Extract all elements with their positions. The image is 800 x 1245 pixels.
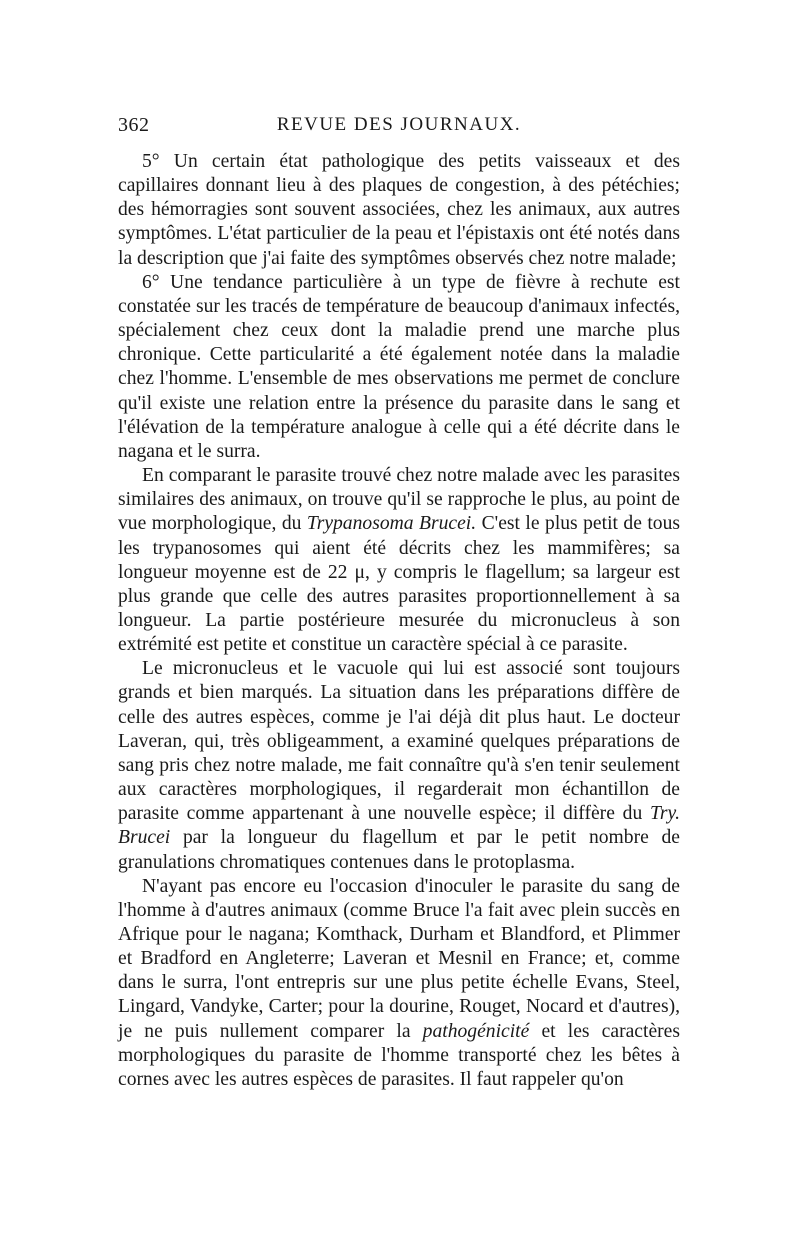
running-title: REVUE DES JOURNAUX.	[276, 114, 522, 135]
paragraph-micronucleus	[118, 657, 680, 874]
paragraph-inoculation	[118, 875, 680, 1092]
paragraph-text: par la longueur du flagellum et par le petit nombre de granulations chromatiques contenues dans le protoplasma.	[118, 827, 680, 873]
page-header	[118, 114, 680, 144]
species-name: Trypanosoma Brucei.	[306, 513, 477, 535]
paragraph-symptom-6: 6° Une tendance particulière à un type de fièvre à rechute est constatée sur les tracés de température de beaucoup d'animaux infectés, spécialement chez ceux dont la maladie prend une marche plus chronique. Cette particularité a été également notée dans la maladie chez l'homme. L'ensemble de mes observations me permet de conclure qu'il existe une relation entre la présence du parasite dans le sang et l'élévation de la température analogue à celle qui a été décrite dans le nagana et le surra.	[118, 271, 680, 462]
body-text	[118, 150, 680, 1092]
species-name: Try. Brucei	[118, 803, 680, 849]
paragraph-text: Le micronucleus et le vacuole qui lui est associé sont toujours grands et bien marqués. La situation dans les préparations diffère de celle des autres espèces, comme je l'ai déjà dit plus haut. Le docteur Laveran, qui, très obligeamment, a examiné quelques préparations de sang pris chez notre malade, me fait connaître qu'à s'en tenir seulement aux caractères morphologiques, il regarderait mon échantillon de parasite comme appartenant à une nouvelle espèce; il diffère du	[118, 658, 680, 825]
paragraph-text: En comparant le parasite trouvé chez notre malade avec les parasites similaires des animaux, on trouve qu'il se rapproche le plus, au point de vue morphologique, du	[118, 465, 680, 535]
paragraph-text: et les caractères morphologiques du parasite de l'homme transporté chez les bêtes à cornes avec les autres espèces de parasites. Il faut rappeler qu'on	[118, 1020, 680, 1090]
paragraph-text: N'ayant pas encore eu l'occasion d'inoculer le parasite du sang de l'homme à d'autres animaux (comme Bruce l'a fait avec plein succès en Afrique pour le nagana; Komthack, Durham et Blandford, et Plimmer et Bradford en Angleterre; Laveran et Mesnil en France; et, comme dans le surra, l'ont entrepris sur une plus petite échelle Evans, Steel, Lingard, Vandyke, Carter; pour la dourine, Rouget, Nocard et d'autres), je ne puis nullement comparer la	[118, 875, 680, 1042]
emphasized-term: pathogénicité	[422, 1020, 530, 1042]
paragraph-text: C'est le plus petit de tous les trypanosomes qui aient été décrits chez les mammifères; sa longueur moyenne est de 22 μ, y compris le flagellum; sa largeur est plus grande que celle des autres parasites proportionnellement à sa longueur. La partie postérieure mesurée du micronucleus à son extrémité est petite et constitue un caractère spécial à ce parasite.	[118, 513, 681, 656]
paragraph-comparison	[118, 464, 680, 657]
page-number: 362	[118, 114, 150, 136]
paragraph-symptom-5: 5° Un certain état pathologique des petits vaisseaux et des capillaires donnant lieu à des plaques de congestion, à des pétéchies; des hémorragies sont souvent associées, chez les animaux, aux autres symptômes. L'état particulier de la peau et l'épistaxis ont été notés dans la description que j'ai faite des symptômes observés chez notre malade;	[118, 151, 680, 269]
